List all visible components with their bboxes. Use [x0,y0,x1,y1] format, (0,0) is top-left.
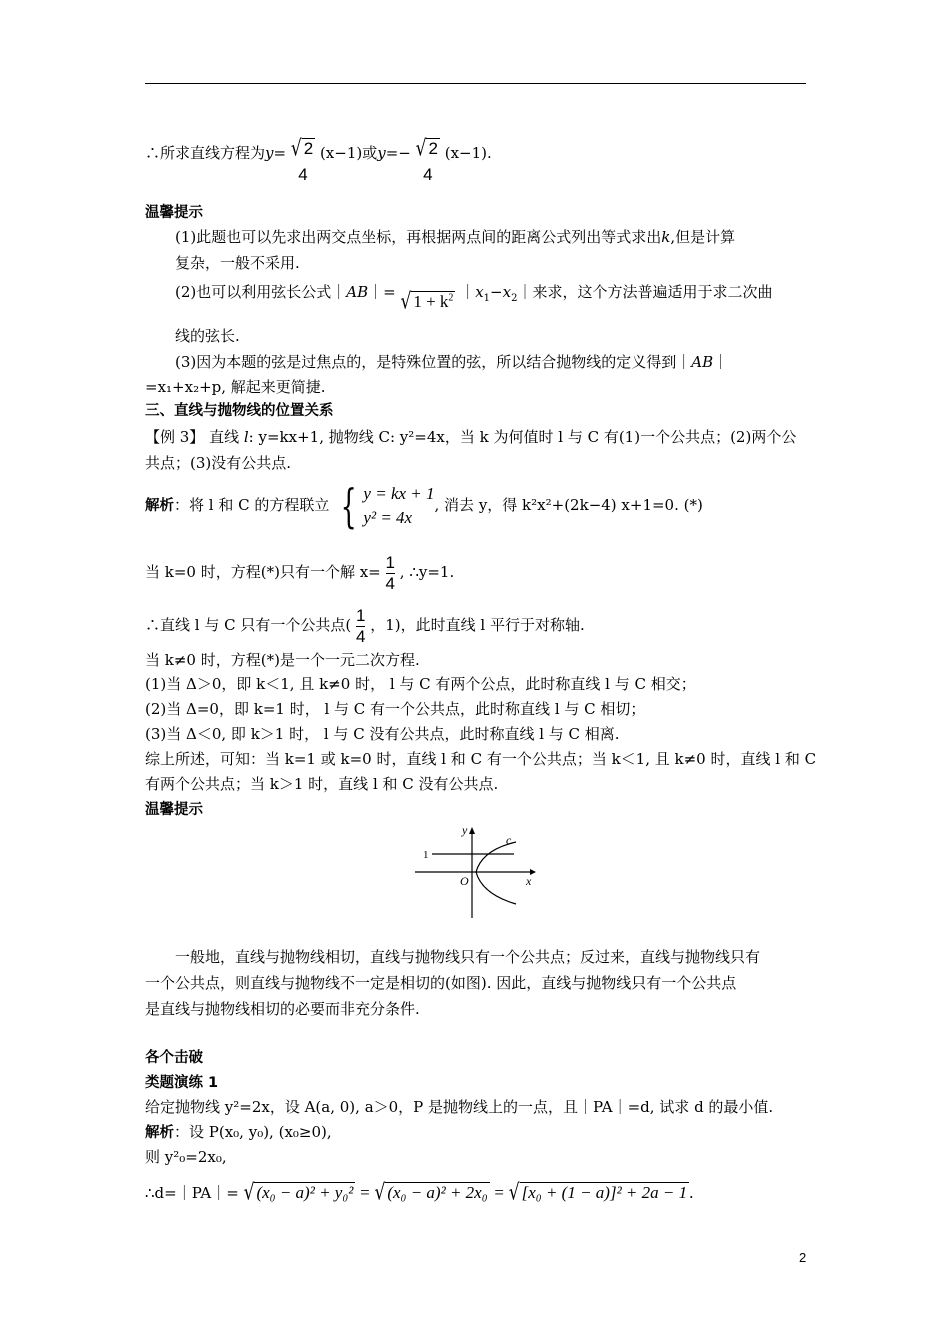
fraction: √ 2 4 [415,136,438,184]
fraction-denominator: 4 [298,165,308,184]
fraction [386,553,395,594]
equation: y = kx + 1 [363,484,435,503]
tip-paragraph: 线的弦长. [175,327,240,345]
section-title: 三、直线与抛物线的位置关系 [145,403,334,419]
fraction-denominator: 4 [423,165,433,184]
text: 当 k=0 时，方程(*)只有一个解 x= [145,563,381,581]
fraction: √ 2 4 [290,136,314,184]
section-title: 各个击破 [145,1050,203,1066]
text: ∴直线 l 与 C 只有一个公共点( [145,616,352,634]
equation-system [363,482,434,530]
text: y [377,144,386,162]
text: x [475,283,484,301]
text: ｜= [368,283,396,301]
paragraph-line: 是直线与抛物线相切的必要而非充分条件. [145,1000,420,1018]
text: (x₀ − a)² + 2x₀ [387,1183,488,1202]
solution-line [145,553,454,594]
one-label: 1 [423,849,429,861]
text: AB [691,353,714,371]
fraction [356,606,365,647]
text: ，1)，此时直线 l 平行于对称轴. [370,616,585,634]
text: − [490,283,503,301]
page-number: 2 [799,1250,807,1265]
origin-label: O [460,874,469,888]
tip-title: 温馨提示 [145,205,203,221]
text: ｜ [713,353,729,371]
y-axis-arrow [469,827,475,834]
text: (2)也可以利用弦长公式｜ [175,283,347,301]
text: (x−1)或 [319,144,378,162]
text: (3)因为本题的弦是过焦点的，是特殊位置的弦，所以结合抛物线的定义得到｜ [175,353,692,371]
solution-line: 综上所述，可知：当 k=1 或 k=0 时，直线 l 和 C 有一个公共点；当 k＜1, 且 k≠0 时，直线 l 和 C [145,750,817,768]
example-text: 共点；(3)没有公共点. [145,454,292,472]
brace: { [340,479,357,533]
text: ,但是计算 [670,228,736,246]
text: ∴d=｜PA｜= [145,1184,239,1202]
text: k [661,228,671,246]
equation: y² = 4x [363,508,413,527]
parabola-figure [410,822,540,922]
solution-label: 解析 [145,498,174,514]
equation-line [145,138,492,185]
text: l [243,428,249,446]
fraction-denominator: 4 [385,574,395,593]
text: (x₀ − a)² + y₀² [256,1183,354,1202]
curve-label: c [506,833,512,847]
text: = [360,1183,370,1202]
tip-paragraph: 复杂，一般不采用. [175,254,300,272]
tip-paragraph [175,352,728,372]
question-text: 给定抛物线 y²=2x，设 A(a, 0), a＞0，P 是抛物线上的一点，且｜PA｜=d, 试求 d 的最小值. [145,1098,774,1116]
tip-paragraph: =x₁+x₂+p, 解起来更简捷. [145,378,326,396]
text: ∴所求直线方程为 [145,144,266,162]
solution-label: 解析 [145,1125,174,1141]
paragraph-line: 一个公共点，则直线与抛物线不一定是相切的(如图). 因此，直线与抛物线只有一个公共点 [145,974,737,992]
tip-title: 温馨提示 [145,802,203,818]
text: , ∴y=1. [399,563,455,581]
solution-line: (3)当 Δ＜0, 即 k＞1 时， l 与 C 没有公共点，此时称直线 l 与 C 相离. [145,725,620,743]
solution-line: 当 k≠0 时，方程(*)是一个一元二次方程. [145,651,420,669]
solution-line: 则 y²₀=2x₀, [145,1148,227,1166]
section-title: 类题演练 1 [145,1075,219,1091]
text: [x₀ + (1 − a)]² + 2a − 1 [521,1183,688,1202]
x-label: x [526,874,532,888]
fraction-numerator: 1 [385,553,395,572]
solution-line [145,1122,332,1143]
fraction-denominator: 4 [355,627,366,646]
text: . [689,1183,694,1202]
tip-paragraph: (2)也可以利用弦长公式｜AB｜= √ $1 + k^2$ $|x_1-x_2|$来求，这个方法普遍适用于求二次曲 [175,283,773,315]
text: AB [346,283,369,301]
text: ｜来求，这个方法普遍适用于求二次曲 [517,283,773,301]
solution-line: (1)当 Δ＞0，即 k＜1, 且 k≠0 时， l 与 C 有两个公点，此时称直线 l 与 C 相交； [145,675,696,693]
parabola-curve [476,842,516,904]
text: ：设 P(x₀, y₀), (x₀≥0), [174,1123,332,1141]
fraction-numerator: 1 [355,606,366,625]
text: 【例 3】 直线 [145,428,244,446]
text: 1 + k [413,292,449,311]
text: (x−1). [444,144,492,162]
solution-line [145,1180,694,1206]
solution-line [145,479,703,533]
text: ：将 l 和 C 的方程联立 [174,496,330,514]
text: = [494,1183,504,1202]
solution-line [145,606,585,647]
sqrt-expression: √ (x₀ − a)² + y₀² [243,1180,354,1206]
solution-line: 有两个公共点；当 k＞1 时，直线 l 和 C 没有公共点. [145,775,499,793]
sqrt-expression: √ (x₀ − a)² + 2x₀ [374,1180,488,1206]
text: =− [385,144,411,162]
header-rule [145,83,806,84]
text: (1)此题也可以先求出两交点坐标，再根据两点间的距离公式列出等式求出 [175,228,662,246]
solution-line: (2)当 Δ=0，即 k=1 时， l 与 C 有一个公共点，此时称直线 l 与 C 相切； [145,700,646,718]
example-text [145,427,796,447]
tip-paragraph [175,227,735,247]
text: = [273,144,287,162]
sqrt-expression: √ [x₀ + (1 − a)]² + 2a − 1 [508,1180,688,1206]
fraction-numerator: 2 [303,139,314,158]
paragraph-line: 一般地，直线与抛物线相切，直线与抛物线只有一个公共点；反过来，直线与抛物线只有 [175,948,761,966]
text: x [502,283,512,301]
fraction-numerator: 2 [428,139,438,158]
text: : y=kx+1, 抛物线 C: y²=4x，当 k 为何值时 l 与 C 有(1)一个公共点；(2)两个公 [248,428,797,446]
text: , 消去 y，得 k²x²+(2k−4) x+1=0. (*) [434,496,703,514]
y-label: y [462,823,468,837]
sqrt-expression: √ $1 + k^2$ [400,289,454,315]
text: ｜ [460,283,476,301]
text: y [265,144,274,162]
